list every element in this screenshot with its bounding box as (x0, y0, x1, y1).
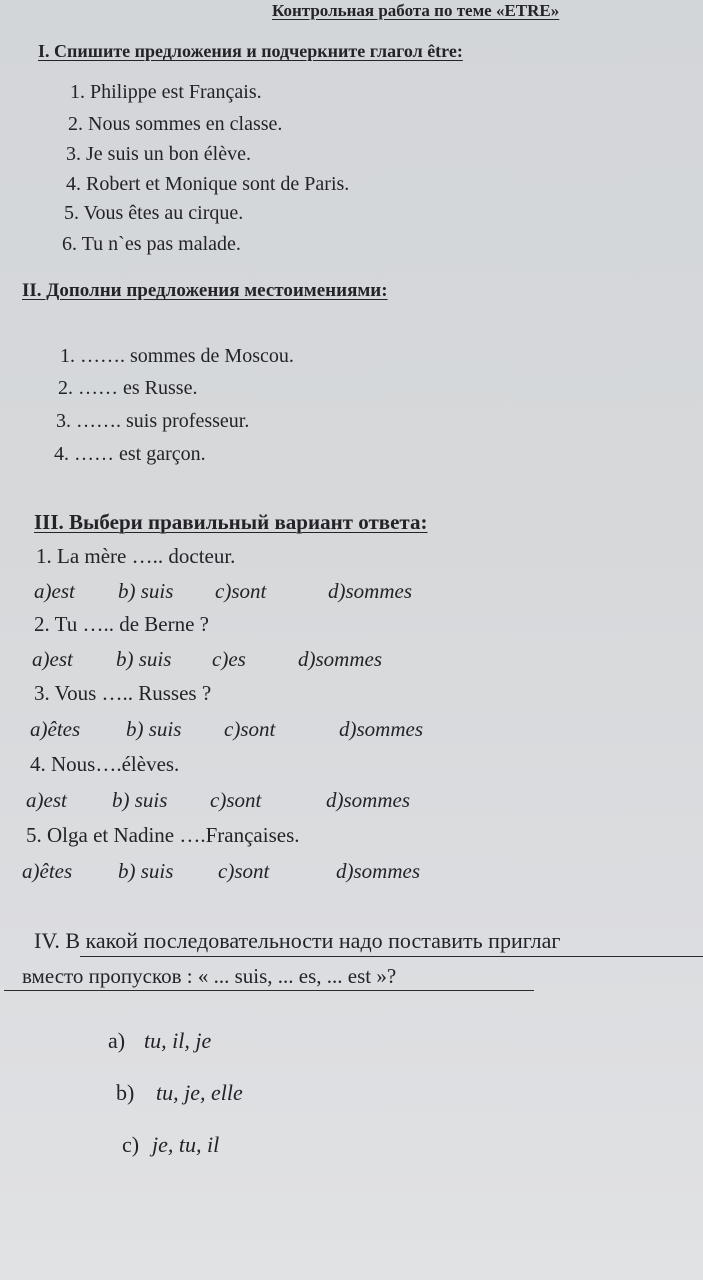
answer-option-d: d)sommes (336, 859, 420, 883)
answer-option-d: d)sommes (298, 647, 382, 671)
answer-option-a: a)est (32, 647, 73, 671)
section-2-item: 3. ……. suis professeur. (56, 410, 250, 432)
section-1-item: 6. Tu n`es pas malade. (62, 233, 241, 255)
option-letter: a) (108, 1028, 126, 1053)
page-title: Контрольная работа по теме «ETRE» (272, 1, 560, 20)
answer-option-a: a)êtes (30, 717, 81, 741)
answer-option-c: c)sont (215, 579, 267, 603)
section-1-item: 2. Nous sommes en classe. (68, 113, 283, 135)
option-text: tu, je, elle (156, 1080, 243, 1105)
section-2-item: 4. …… est garçon. (54, 443, 206, 465)
section-2-heading: II. Дополни предложения местоимениями: (22, 280, 388, 301)
section-3-question: 3. Vous ….. Russes ? (34, 681, 212, 705)
answer-option-a: a)est (34, 579, 75, 603)
section-3-question: 4. Nous….élèves. (30, 752, 180, 776)
option-letter: c) (122, 1132, 140, 1157)
answer-option-a: a)êtes (22, 859, 73, 883)
answer-option-b: b) suis (116, 647, 172, 671)
section-1-item: 1. Philippe est Français. (70, 81, 262, 103)
answer-option-b: b) suis (118, 579, 174, 603)
section-2-item: 2. …… es Russe. (58, 377, 198, 399)
section-3-heading: III. Выбери правильный вариант ответа: (34, 510, 428, 534)
option-letter: b) (116, 1080, 135, 1105)
answer-option-b: b) suis (112, 788, 168, 812)
section-1-heading: I. Спишите предложения и подчеркните глагол être: (38, 41, 463, 61)
section-4-underline-1 (80, 956, 703, 957)
answer-option-c: c)es (212, 647, 246, 671)
option-text: je, tu, il (152, 1132, 220, 1157)
section-3-question: 5. Olga et Nadine ….Françaises. (26, 823, 300, 847)
answer-option-c: c)sont (210, 788, 262, 812)
section-3-question: 1. La mère ….. docteur. (36, 544, 236, 568)
option-text: tu, il, je (144, 1028, 212, 1053)
answer-option-b: b) suis (126, 717, 182, 741)
answer-option-d: d)sommes (339, 717, 423, 741)
answer-option-c: c)sont (224, 717, 276, 741)
section-4-heading-line2: вместо пропусков : « ... suis, ... es, ... est »? (22, 964, 397, 988)
section-4-heading-line1: IV. В какой последовательности надо поставить приглаг (34, 928, 561, 953)
section-2-item: 1. ……. sommes de Moscou. (60, 345, 294, 367)
answer-option-a: a)est (26, 788, 67, 812)
answer-option-c: c)sont (218, 859, 270, 883)
answer-option-b: b) suis (118, 859, 174, 883)
section-1-item: 4. Robert et Monique sont de Paris. (66, 173, 350, 195)
section-1-item: 5. Vous êtes au cirque. (64, 202, 244, 224)
answer-option-d: d)sommes (326, 788, 410, 812)
answer-option-d: d)sommes (328, 579, 412, 603)
section-4-underline-2 (4, 990, 534, 991)
section-1-item: 3. Je suis un bon élève. (66, 143, 251, 165)
section-3-question: 2. Tu ….. de Berne ? (34, 612, 209, 636)
